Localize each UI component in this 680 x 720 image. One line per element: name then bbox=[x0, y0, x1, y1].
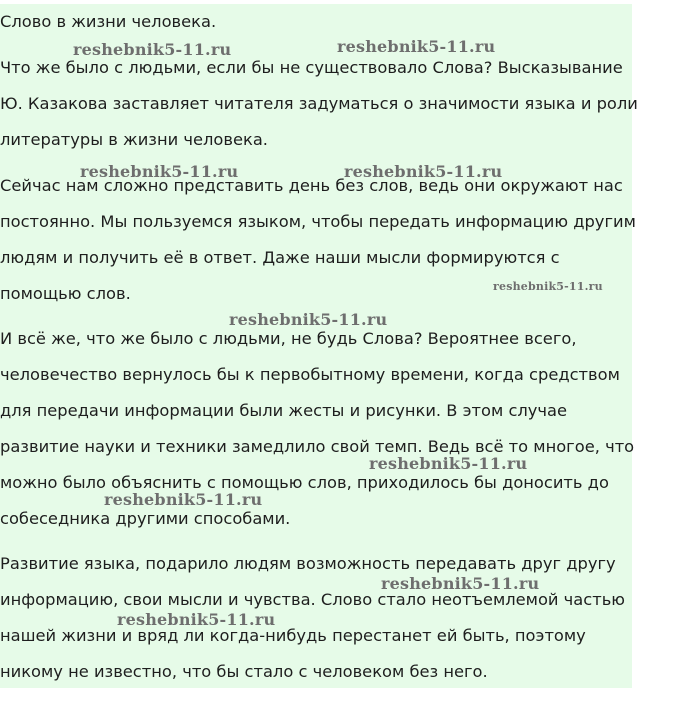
paragraph-2-line-4: помощью слов. bbox=[0, 284, 131, 303]
watermark: reshebnik5-11.ru bbox=[229, 310, 388, 329]
watermark: reshebnik5-11.ru bbox=[73, 40, 232, 59]
paragraph-3-line-4: развитие науки и техники замедлило свой темп. Ведь всё то многое, что bbox=[0, 437, 635, 456]
paragraph-1-line-2: Ю. Казакова заставляет читателя задуматься о значимости языка и роли bbox=[0, 94, 638, 113]
paragraph-3-line-5: можно было объяснить с помощью слов, приходилось бы доносить до bbox=[0, 473, 609, 492]
paragraph-2-line-2: постоянно. Мы пользуемся языком, чтобы передать информацию другим bbox=[0, 212, 636, 231]
paragraph-4-line-1: Развитие языка, подарило людям возможность передавать друг другу bbox=[0, 554, 616, 573]
essay-panel bbox=[0, 4, 638, 688]
watermark: reshebnik5-11.ru bbox=[369, 454, 528, 473]
watermark: reshebnik5-11.ru bbox=[344, 162, 503, 181]
paragraph-2-line-3: людям и получить её в ответ. Даже наши мысли формируются с bbox=[0, 248, 560, 267]
watermark: reshebnik5-11.ru bbox=[80, 162, 239, 181]
essay-title: Слово в жизни человека. bbox=[0, 12, 217, 31]
paragraph-3-line-1: И всё же, что же было с людьми, не будь Слова? Вероятнее всего, bbox=[0, 329, 577, 348]
watermark: reshebnik5-11.ru bbox=[117, 610, 276, 629]
paragraph-1-line-3: литературы в жизни человека. bbox=[0, 130, 268, 149]
paragraph-3-line-6: собеседника другими способами. bbox=[0, 509, 291, 528]
watermark: reshebnik5-11.ru bbox=[337, 37, 496, 56]
watermark: reshebnik5-11.ru bbox=[104, 490, 263, 509]
paragraph-4-line-2: информацию, свои мысли и чувства. Слово стало неотъемлемой частью bbox=[0, 590, 625, 609]
paragraph-2-line-1: Сейчас нам сложно представить день без слов, ведь они окружают нас bbox=[0, 176, 623, 195]
paragraph-1-line-1: Что же было с людьми, если бы не существовало Слова? Высказывание bbox=[0, 58, 623, 77]
paragraph-4-line-3: нашей жизни и вряд ли когда-нибудь перестанет ей быть, поэтому bbox=[0, 626, 586, 645]
paragraph-3-line-3: для передачи информации были жесты и рисунки. В этом случае bbox=[0, 401, 568, 420]
watermark: reshebnik5-11.ru bbox=[381, 574, 540, 593]
paragraph-3-line-2: человечество вернулось бы к первобытному времени, когда средством bbox=[0, 365, 620, 384]
watermark: reshebnik5-11.ru bbox=[493, 280, 603, 293]
paragraph-4-line-4: никому не известно, что бы стало с человеком без него. bbox=[0, 662, 488, 681]
